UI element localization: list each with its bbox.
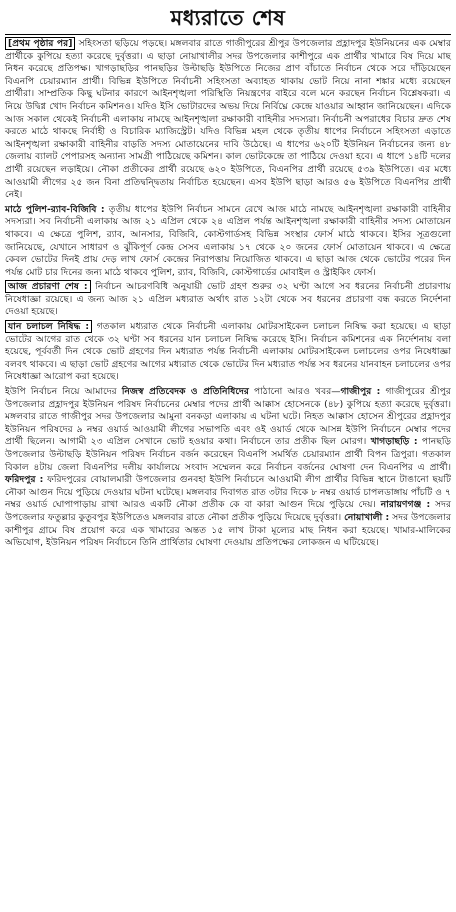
paragraph-intro — [5, 38, 451, 202]
text-faridpur: ফরিদপুরের বোয়ালমারী উপজেলার গুনবহা ইউপি নির্বাচনে আওয়ামী লীগ প্রার্থীর বিভিন্ন স্থানে টাঙানো ছয়টি নৌকা আগুন দিয়ে পুড়িয়ে দেওয়ার ঘটনা ঘটেছে। মঙ্গলবার দিবাগত রাত ৩টার দিকে ৮ নম্বর ওয়ার্ড চাপলডাঙ্গায় পাঁচটি ও ৭ নম্বর ওয়ার্ড ঘোপাপাড়ায় রাখা আরও একটি নৌকা প্রতীক কে বা কারা আগুন দিয়ে পুড়িয়ে দেয়। — [5, 474, 451, 511]
location-noakhali: নোয়াখালী : — [344, 511, 390, 523]
regional-intro: ইউপি নির্বাচন নিয়ে আমাদের — [5, 386, 122, 398]
subhead-forces: মাঠে পুলিশ-র‌্যাব-বিজিবি : — [5, 203, 105, 215]
text-khagrachari: পানছড়ি উপজেলার উল্টাছড়ি ইউনিয়ন পরিষদ নির্বাচন বর্জন করেছেন বিএনপি সমর্থিত চেয়ারম্যান প্রার্থী বিপন ত্রিপুরা। গতকাল বিকাল ৪টায় জেলা বিএনপির দলীয় কার্যালয়ে সংবাদ সম্মেলন করে নির্বাচন বর্জনের ঘোষণা দেন বিএনপির এ প্রার্থী। — [5, 436, 452, 473]
continued-from-label: [প্রথম পৃষ্ঠার পর] — [5, 37, 75, 50]
paragraph-intro-text: সহিংসতা ছড়িয়ে পড়ছে। মঙ্গলবার রাতে গাজীপুরের শ্রীপুর উপজেলার প্রহ্লাদপুর ইউনিয়নের এক মেম্বার প্রার্থীকে কুপিয়ে হত্যা করেছে দুর্বৃত্তরা। এ ছাড়া নোয়াখালীর সদর উপজেলার কাশীপুরে এক প্রার্থীর খামারে বিষ দিয়ে মাছ নিধন করেছে প্রতিপক্ষ। খাগড়াছড়ির পানছড়ির উল্টাছড়ি ইউপিতে নিজের প্রাণ বাঁচাতে নির্বাচন থেকে সরে দাঁড়িয়েছেন বিএনপি চেয়ারম্যান প্রার্থী। বিভিন্ন ইউপিতে নির্বাচনী সহিংসতা অব্যাহত থাকায় ভোট নিয়ে নানা শঙ্কার মধ্যে রয়েছেন প্রার্থীরা। সাম্প্রতিক কিছু ঘটনার কারণে আইনশৃঙ্খলা পরিস্থিতি নিয়ন্ত্রণের বাইরে বলে মনে করছেন নির্বাচন বিশ্লেষকরা। এ নিয়ে উদ্বিগ্ন খোদ নির্বাচন কমিশনও। যদিও ইসি ভোটারদের অভয় দিয়ে নির্বিঘ্নে কেন্দ্রে যাওয়ার আহ্বান জানিয়েছেন। এদিকে আজ সকাল থেকেই নির্বাচনী এলাকায় নামছে আইনশৃঙ্খলা রক্ষাকারী বাহিনীর সদস্যরা। নির্বাচনী অপরাধের বিচার দ্রুত শেষ করতে মাঠে থাকছে নির্বাহী ও বিচারিক ম্যাজিস্ট্রেট। যদিও বিভিন্ন মহল থেকে তৃতীয় ধাপের নির্বাচনে সহিংসতা এড়াতে আইনশৃঙ্খলা রক্ষাকারী বাহিনীর বাড়তি সদস্য মোতায়েনের দাবি উঠেছে। এ ধাপের ৬২০টি ইউনিয়ন নির্বাচনের জন্য ৪৮ জেলায় ব্যালট পেপারসহ অন্যান্য সামগ্রী পাঠিয়েছে কমিশন। কাল ভোটকেন্দ্রে তা পাঠিয়ে দেওয়া হবে। এ ধাপে ১৪টি দলের প্রার্থী রয়েছেন লড়াইয়ে। নৌকা প্রতীকের প্রার্থী রয়েছে ৬২০ ইউপিতে, বিএনপির প্রার্থী রয়েছে ৫৩৯ ইউপিতে। এর মধ্যে আওয়ামী লীগের ২৫ জন বিনা প্রতিদ্বন্দ্বিতায় নির্বাচিত হয়েছেন। এসব ইউপি ছাড়া আরও ৫৬ ইউপিতে বিএনপির প্রার্থী নেই। — [5, 38, 451, 201]
text-noakhali: সদর উপজেলার কাশীপুর গ্রামে বিষ প্রয়োগ করে এক খামারের অন্তত ১৫ লাখ টাকা মূল্যের মাছ নিধন করা হয়েছে। খামার-মালিকের অভিযোগ, ইউনিয়ন পরিষদ নির্বাচনে তিনি প্রার্থিতার ঘোষণা দেওয়ায় প্রতিপক্ষের লোকজন এ ঘটিয়েছে। — [5, 511, 451, 549]
regional-intro-bold: নিজস্ব প্রতিবেদক ও প্রতিনিধিদের — [121, 386, 249, 398]
paragraph-traffic-text: গতকাল মধ্যরাত থেকে নির্বাচনী এলাকায় মোটরসাইকেল চলাচল নিষিদ্ধ করা হয়েছে। এ ছাড়া ভোটের আগের রাত থেকে ৩২ ঘণ্টা সব ধরনের যান চলাচল নিষিদ্ধ করেছে ইসি। নির্বাচন কমিশনের এক নির্দেশনায় বলা হয়েছে, পূর্ববর্তী দিন থেকে ভোট গ্রহণের দিন মধ্যরাত পর্যন্ত নির্বাচনী এলাকায় মোটরসাইকেল চলাচলের ওপর নিষেধাজ্ঞা বলবৎ থাকবে। এ ছাড়া ভোট গ্রহণের আগের মধ্যরাত থেকে ভোটের দিন মধ্যরাত পর্যন্ত সব ধরনের যানবাহন চলাচলের ওপর নিষেধাজ্ঞা আরোপ করা হয়েছে। — [5, 321, 451, 383]
subhead-campaign: আজ প্রচারণা শেষ : — [5, 280, 91, 293]
location-narayanganj: নারায়ণগঞ্জ : — [380, 499, 431, 511]
paragraph-regional — [5, 386, 451, 550]
headline: মধ্যরাতে শেষ — [170, 6, 286, 30]
paragraph-forces-text: তৃতীয় ধাপের ইউপি নির্বাচন সামনে রেখে আজ মাঠে নামছে আইনশৃঙ্খলা রক্ষাকারী বাহিনীর সদস্যরা। সব নির্বাচনী এলাকায় আজ ২১ এপ্রিল থেকে ২৪ এপ্রিল পর্যন্ত আইনশৃঙ্খলা রক্ষাকারী বাহিনীর সদস্য মোতায়েন থাকবে। এ ক্ষেত্রে পুলিশ, র‌্যাব, আনসার, বিজিবি, কোস্টগার্ডসহ বিভিন্ন সংস্থার ফোর্স মাঠে থাকবে। ইসির সূত্রগুলো জানিয়েছে, যেখানে সাধারণ ও ঝুঁকিপূর্ণ কেন্দ্র সেসব এলাকায় ১৭ থেকে ২০ জনের ফোর্স মোতায়েন থাকবে। এ ক্ষেত্রে কেবল ভোটের দিনই প্রায় দেড় লাখ ফোর্স কেন্দ্রের নিরাপত্তায় নিয়োজিত থাকবে। এ ছাড়া আজ থেকে ভোটের পরের দিন পর্যন্ত মোট চার দিনের জন্য মাঠে থাকবে পুলিশ, র‌্যাব, বিজিবি, কোস্টগার্ডের মোবাইল ও স্ট্রাইকিং ফোর্স। — [5, 203, 451, 278]
location-gazipur: গাজীপুর : — [340, 386, 381, 398]
paragraph-traffic — [5, 321, 451, 384]
paragraph-campaign-text: নির্বাচন আচরণবিধি অনুযায়ী ভোট গ্রহণ শুরুর ৩২ ঘণ্টা আগে সব ধরনের নির্বাচনী প্রচারণায় নিষেধাজ্ঞা রয়েছে। এ জন্য আজ ২১ এপ্রিল মধ্যরাত অর্থাৎ রাত ১২টা থেকে সব ধরনের প্রচারণা বন্ধ করতে নির্দেশনা দেওয়া হয়েছে। — [5, 281, 452, 318]
text-narayanganj: সদর উপজেলার ফতুল্লার কুতুবপুর ইউপিতেও মঙ্গলবার রাতে নৌকা প্রতীক পুড়িয়ে দিয়েছে দুর্বৃত্তরা। — [5, 499, 452, 523]
divider — [5, 34, 451, 35]
paragraph-forces — [5, 204, 451, 280]
text-gazipur: গাজীপুরের শ্রীপুর উপজেলার প্রহ্লাদপুর ইউনিয়ন পরিষদ নির্বাচনের মেম্বার পদের প্রার্থী আক্কাস হোসেনকে (৪৮) কুপিয়ে হত্যা করেছে দুর্বৃত্তরা। মঙ্গলবার রাতে গাজীপুর সদর উপজেলার আমুনা বনকড়া এলাকায় এ ঘটনা ঘটে। নিহত আক্কাস হোসেন শ্রীপুরের প্রহ্লাদপুর ইউনিয়ন পরিষদের ৯ নম্বর ওয়ার্ড আওয়ামী লীগের সভাপতি এবং ওই ওয়ার্ড থেকে আসন্ন ইউপি নির্বাচনে মেম্বার পদের প্রার্থী ছিলেন। আগামী ২৩ এপ্রিল সেখানে ভোট হওয়ার কথা। নির্বাচনে তার প্রতীক ছিল মোরগ। — [5, 386, 452, 448]
subhead-traffic: যান চলাচল নিষিদ্ধ : — [5, 320, 92, 333]
location-faridpur: ফরিদপুর : — [5, 474, 44, 486]
paragraph-campaign — [5, 281, 451, 319]
location-khagrachari: খাগড়াছড়ি : — [370, 436, 418, 448]
regional-intro-tail: পাঠানো আরও খবর— — [248, 386, 341, 398]
